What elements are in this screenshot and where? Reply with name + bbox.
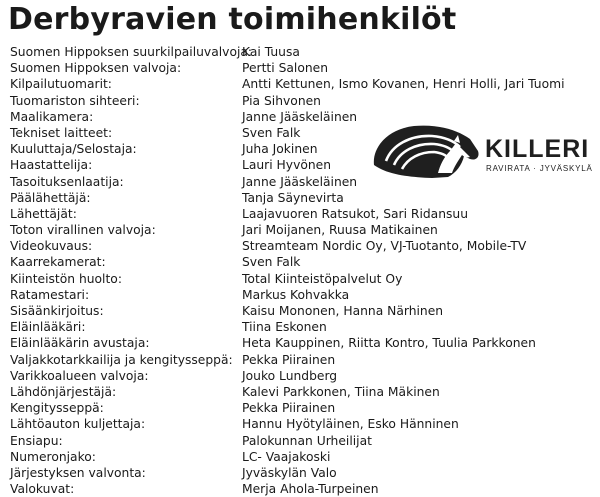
role-label: Eläinlääkärin avustaja:: [10, 336, 150, 351]
role-label: Tekniset laitteet:: [10, 125, 113, 140]
official-row: [10, 271, 600, 287]
official-row: [10, 416, 600, 432]
official-names: Tiina Eskonen: [242, 320, 327, 335]
role-label: Lähettäjät:: [10, 206, 77, 221]
role-label: Videokuvaus:: [10, 239, 93, 254]
official-row: [10, 287, 600, 303]
official-names: Jari Moijanen, Ruusa Matikainen: [242, 223, 438, 238]
official-row: [10, 465, 600, 481]
official-row: [10, 206, 600, 222]
official-names: Heta Kauppinen, Riitta Kontro, Tuulia Parkkonen: [242, 336, 536, 351]
role-label: Valjakkotarkkailija ja kengitysseppä:: [10, 352, 233, 367]
role-label: Suomen Hippoksen valvoja:: [10, 61, 182, 76]
official-names: Sven Falk: [242, 255, 301, 270]
logo-tagline: RAVIRATA · JYVÄSKYLÄ: [486, 164, 593, 173]
official-names: Pertti Salonen: [242, 61, 329, 76]
official-names: Antti Kettunen, Ismo Kovanen, Henri Holli, Jari Tuomi: [242, 77, 565, 92]
official-row: [10, 93, 600, 109]
role-label: Ratamestari:: [10, 287, 90, 302]
logo-name: KILLERI: [485, 135, 590, 163]
horse-head-logo-icon: [370, 121, 600, 179]
official-row: [10, 319, 600, 335]
role-label: Kengitysseppä:: [10, 401, 104, 416]
role-label: Numeronjako:: [10, 449, 96, 464]
role-label: Järjestyksen valvonta:: [10, 465, 146, 480]
role-label: Tasoituksenlaatija:: [10, 174, 124, 189]
official-names: Pia Sihvonen: [242, 93, 321, 108]
killeri-logo: [370, 121, 600, 179]
role-label: Tuomariston sihteeri:: [10, 93, 140, 108]
official-names: Pekka Piirainen: [242, 352, 336, 367]
official-row: [10, 222, 600, 238]
official-names: LC- Vaajakoski: [242, 449, 331, 464]
role-label: Kilpailutuomarit:: [10, 77, 112, 92]
official-row: [10, 44, 600, 60]
role-label: Kaarrekamerat:: [10, 255, 106, 270]
official-names: Streamteam Nordic Oy, VJ-Tuotanto, Mobile-TV: [242, 239, 527, 254]
official-row: [10, 352, 600, 368]
official-names: Markus Kohvakka: [242, 287, 350, 302]
role-label: Kuuluttaja/Selostaja:: [10, 142, 137, 157]
official-names: Kalevi Parkkonen, Tiina Mäkinen: [242, 384, 440, 399]
officials-list: [10, 44, 600, 497]
official-row: [10, 303, 600, 319]
official-names: Kai Tuusa: [242, 45, 300, 59]
role-label: Sisäänkirjoitus:: [10, 304, 104, 318]
official-row: [10, 481, 600, 497]
official-row: [10, 335, 600, 351]
official-row: [10, 384, 600, 400]
official-names: Total Kiinteistöpalvelut Oy: [242, 271, 403, 286]
role-label: Päälähettäjä:: [10, 190, 91, 205]
role-label: Eläinlääkäri:: [10, 320, 86, 335]
official-row: [10, 60, 600, 76]
role-label: Lähdönjärjestäjä:: [10, 384, 117, 399]
role-label: Valokuvat:: [10, 482, 75, 497]
role-label: Haastattelija:: [10, 158, 93, 173]
official-names: Pekka Piirainen: [242, 401, 336, 416]
page-title: Derbyravien toimihenkilöt: [8, 2, 457, 37]
official-names: Kaisu Mononen, Hanna Närhinen: [242, 304, 444, 318]
official-names: Lauri Hyvönen: [242, 158, 332, 173]
official-row: [10, 400, 600, 416]
role-label: Maalikamera:: [10, 109, 94, 124]
official-names: Tanja Säynevirta: [242, 190, 344, 205]
official-row: [10, 76, 600, 92]
official-names: Jyväskylän Valo: [242, 465, 337, 480]
official-names: Laajavuoren Ratsukot, Sari Ridansuu: [242, 206, 469, 221]
role-label: Varikkoalueen valvoja:: [10, 368, 149, 383]
official-names: Jouko Lundberg: [242, 368, 338, 383]
official-row: [10, 433, 600, 449]
official-row: [10, 449, 600, 465]
role-label: Suomen Hippoksen suurkilpailuvalvoja:: [10, 45, 253, 59]
official-names: Juha Jokinen: [242, 142, 318, 157]
role-label: Ensiapu:: [10, 433, 63, 448]
official-names: Hannu Hyötyläinen, Esko Hänninen: [242, 417, 459, 432]
official-row: [10, 190, 600, 206]
official-row: [10, 254, 600, 270]
official-names: Palokunnan Urheilijat: [242, 433, 372, 448]
official-row: [10, 368, 600, 384]
official-names: Janne Jääskeläinen: [242, 109, 358, 124]
role-label: Kiinteistön huolto:: [10, 271, 122, 286]
role-label: Toton virallinen valvoja:: [10, 223, 156, 238]
role-label: Lähtöauton kuljettaja:: [10, 417, 146, 432]
official-names: Sven Falk: [242, 125, 301, 140]
official-names: Merja Ahola-Turpeinen: [242, 482, 379, 497]
official-names: Janne Jääskeläinen: [242, 174, 358, 189]
official-row: [10, 238, 600, 254]
